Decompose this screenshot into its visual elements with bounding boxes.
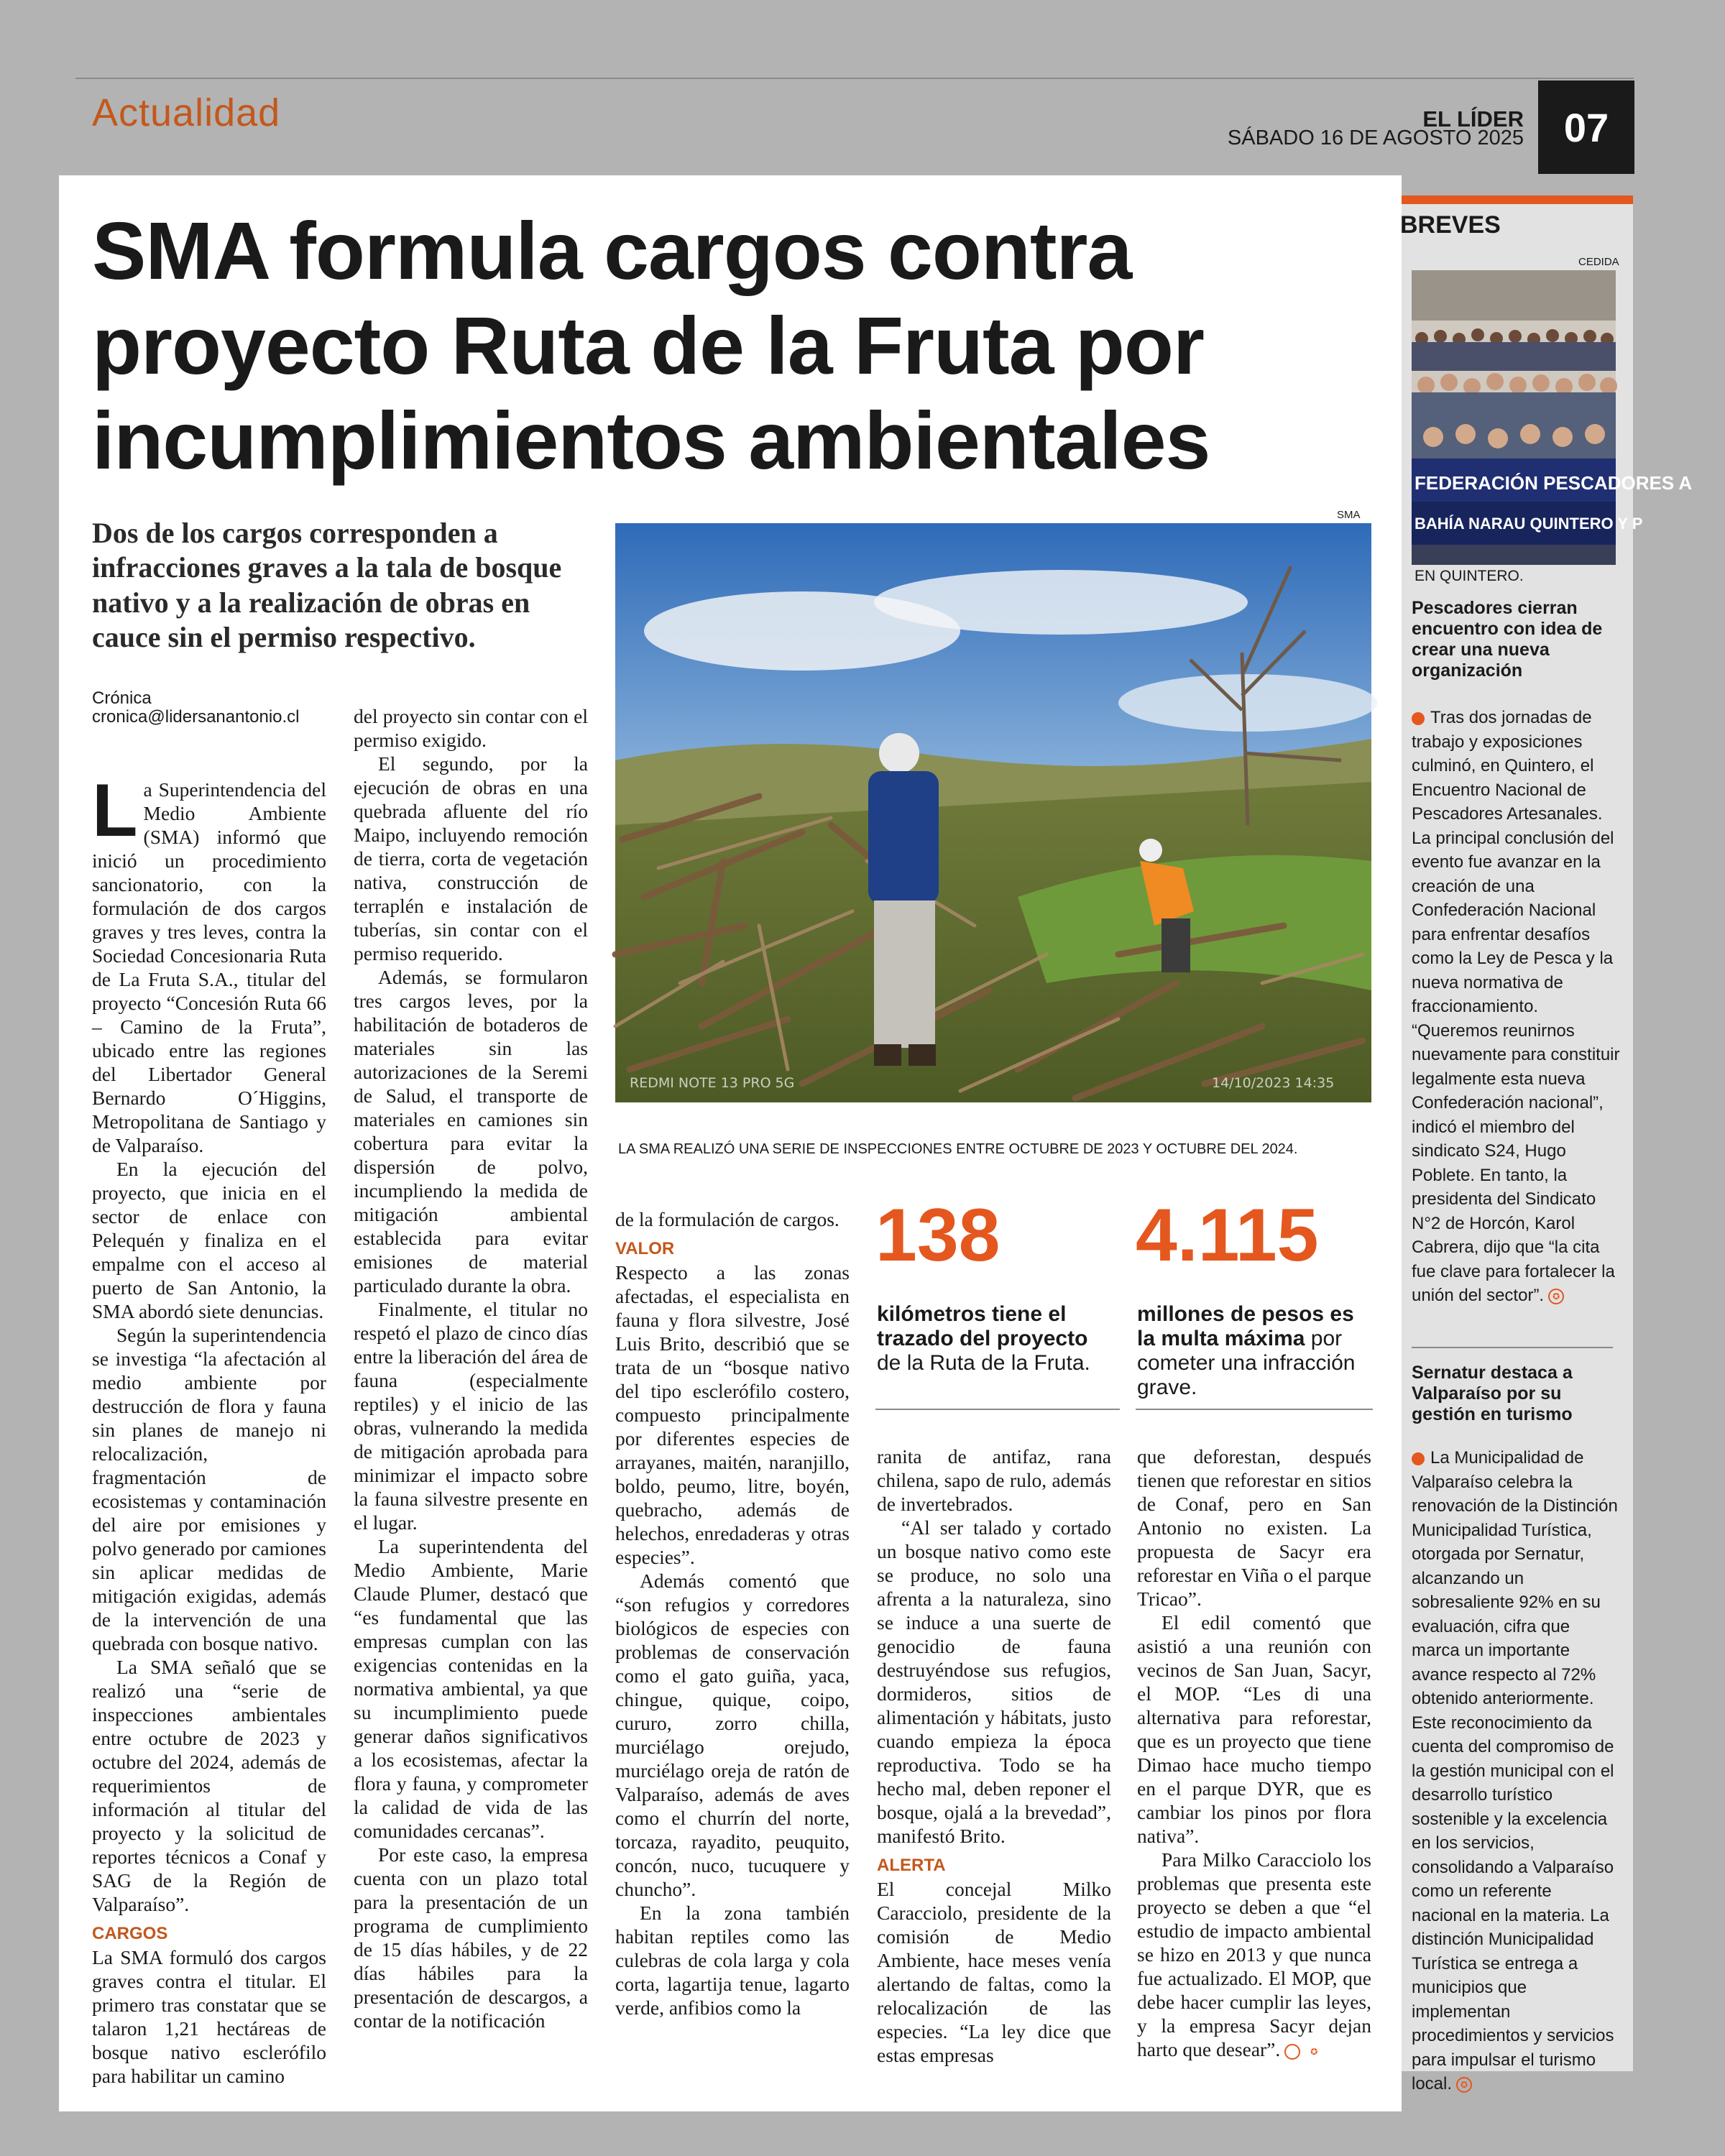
end-mark-icon: ✪ — [1456, 2077, 1472, 2093]
brief-body: Tras dos jornadas de trabajo y exposiciones culminó, en Quintero, el Encuentro Nacional de Pescadores Artesanales. La principal conclusión del evento fue avanzar en la creación de una Confederación Nacional para enfrentar desafíos como la Ley de Pesca y la nueva normativa de fraccionamiento. “Queremos reunirnos nuevamente para constituir legalmente esta nueva Confederación nacional”, indicó el miembro del sindicato S24, Hugo Poblete. En tanto, la presidenta del Sindicato N°2 de Horcón, Karol Cabrera, dijo que “la cita fue clave para fortalecer la unión del sector”. ✪ — [1412, 708, 1620, 1305]
end-mark-icon: ✪ — [1284, 2044, 1300, 2060]
paragraph: El segundo, por la ejecución de obras en una quebrada afluente del río Maipo, incluyendo remoción de tierra, corta de vegetación nativa, construcción de terraplén e instalación de tuberías, sin contar con el permiso requerido. — [354, 752, 588, 964]
brief-title: Sernatur destaca a Valparaíso por su gestión en turismo — [1412, 1363, 1573, 1424]
bullet-dot-icon — [1412, 712, 1425, 725]
article-column-1 — [92, 769, 326, 2088]
drop-cap: L — [92, 769, 138, 852]
paragraph: Respecto a las zonas afectadas, el especialista en fauna y flora silvestre, José Luis Brito, describió que se trata de un “bosque nativo del tipo esclerófilo costero, compuesto principalmente por diferentes especies de arrayanes, maitén, naranjillo, boldo, peumo, litre, boyén, quebracho, además de helechos, enredaderas y otras especies”. — [615, 1261, 850, 1568]
banner-text: BAHÍA NARAU QUINTERO Y P — [1414, 515, 1643, 533]
paragraph: ranita de antifaz, rana chilena, sapo de rulo, además de invertebrados. — [877, 1445, 1111, 1515]
deck — [92, 516, 595, 655]
divider — [1136, 1409, 1373, 1410]
subheading: ALERTA — [877, 1856, 946, 1875]
paragraph: La Superintendencia del Medio Ambiente (SMA) informó que inició un procedimiento sancionatorio, con la formulación de dos cargos graves y tres leves, contra la Sociedad Concesionaria Ruta de La Fruta S.A., titular del proyecto “Concesión Ruta 66 – Camino de la Fruta”, ubicado entre las regiones del Libertador General Bernardo O´Higgins, Metropolitana de Santiago y de Valparaíso. — [92, 769, 326, 1156]
paragraph: Según la superintendencia se investiga “la afectación al medio ambiente por destrucción de flora y fauna sin planes de manejo ni relocalización, fragmentación de ecosistemas y contaminación del aire por emisiones y polvo generado por camiones sin aplicar medidas de mitigación exigidas, además de la intervención de una quebrada con bosque nativo. — [92, 1324, 326, 1654]
paragraph: El concejal Milko Caracciolo, presidente de la comisión de Medio Ambiente, hace meses venía alertando de faltas, como la relocalización de las especies. “La ley dice que estas empresas — [877, 1878, 1111, 2066]
paragraph: El edil comentó que asistió a una reunión con vecinos de San Juan, Sacyr, el MOP. “Les di una alternativa para reforestar, que es un proyecto que tiene Dimao hace mucho tiempo en el parque DYR, que es cambiar los pinos por flora nativa”. — [1137, 1611, 1371, 1847]
photo-timestamp: 14/10/2023 14:35 — [1212, 1075, 1335, 1091]
subheading: CARGOS — [92, 1924, 168, 1943]
deck-line: nativo y a la realización de obras en — [92, 586, 530, 619]
paragraph: Además, se formularon tres cargos leves, por la habilitación de botaderos de materiales sin las autorizaciones de la Seremi de Salud, el transporte de materiales en camiones sin cobertura para evitar la dispersión de polvo, incumpliendo la medida de mitigación ambiental establecida para evitar emisiones de material particulado durante la obra. — [354, 966, 588, 1296]
fact-number: 4.115 — [1136, 1194, 1319, 1277]
sidebar-photo — [1412, 270, 1693, 565]
paragraph: En la zona también habitan reptiles como las culebras de cola larga y cola corta, lagartija tenue, lagarto verde, anfibios como la — [615, 1902, 850, 2019]
banner-text: FEDERACIÓN PESCADORES A — [1414, 472, 1693, 494]
paragraph: que deforestan, después tienen que reforestar en sitios de Conaf, pero en San Antonio no existen. La propuesta de Sacyr era reforestar en Viña o el parque Tricao”. — [1137, 1445, 1371, 1610]
section-label: Actualidad — [92, 91, 281, 134]
sidebar-photo-credit: CEDIDA — [1578, 256, 1619, 268]
article-column-4 — [877, 1445, 1111, 2067]
paragraph: Además comentó que “son refugios y corredores biológicos de especies con problemas de conservación como el gato guiña, yaca, chingue, quique, coipo, cururo, zorro chilla, murciélago orejudo, murciélago oreja de ratón de Valparaíso, además de aves como el churrín del norte, torcaza, rayadito, peuquito, concón, nuco, tucuquere y chuncho”. — [615, 1570, 850, 1900]
paragraph: del proyecto sin contar con el permiso exigido. — [354, 705, 588, 751]
issue-date: SÁBADO 16 DE AGOSTO 2025 — [1227, 126, 1524, 149]
byline-email[interactable]: cronica@lidersanantonio.cl — [92, 707, 300, 727]
headline — [92, 203, 1400, 489]
brief-body: La Municipalidad de Valparaíso celebra la renovación de la Distinción Municipalidad Turística, otorgada por Sernatur, alcanzando un sobresaliente 92% en su evaluación, cifra que marca un importante avance respecto al 72% obtenido anteriormente. Este reconocimiento da cuenta del compromiso de la gestión municipal con el desarrollo turístico sostenible y la excelencia en los servicios, consolidando a Valparaíso como un referente nacional en la materia. La distinción Municipalidad Turística se entrega a municipios que implementan procedimientos y servicios para impulsar el turismo local. ✪ — [1412, 1448, 1618, 2093]
paragraph: Para Milko Caracciolo los problemas que presenta este proyecto se deben a que “el estudio de impacto ambiental se hizo en 2013 y que nunca fue actualizado. El MOP, que debe hacer cumplir las leyes, y la empresa Sacyr dejan harto que desear”. ✪ — [1137, 1848, 1371, 2060]
newspaper-name: EL LÍDER — [1422, 106, 1524, 132]
paragraph: La SMA señaló que se realizó una “serie de inspecciones ambientales entre octubre de 2023 y octubre del 2024, además de requerimientos de información al titular del proyecto y la solicitud de reportes técnicos a Conaf y SAG de la Región de Valparaíso”. — [92, 1656, 326, 1915]
paragraph: de la formulación de cargos. — [615, 1208, 840, 1230]
article-column-5 — [1137, 1445, 1371, 2061]
article-photo — [615, 523, 1371, 1102]
deck-line: cauce sin el permiso respectivo. — [92, 621, 476, 654]
sidebar-accent-bar — [1402, 195, 1633, 204]
bullet-dot-icon — [1412, 1452, 1425, 1465]
paragraph: La superintendenta del Medio Ambiente, Marie Claude Plumer, destacó que “es fundamental que las empresas cumplan con las exigencias contenidas en la normativa ambiental, ya que su incumplimiento puede generar daños significativos a los ecosistemas, afectar la flora y fauna, y comprometer la calidad de vida de las comunidades cercanas”. — [354, 1535, 588, 1842]
paragraph: En la ejecución del proyecto, que inicia en el sector de enlace con Pelequén y finaliza en el empalme con el acceso al puerto de San Antonio, la SMA abordó siete denuncias. — [92, 1158, 326, 1322]
page-number: 07 — [1538, 80, 1634, 174]
end-mark-icon: ✪ — [1548, 1289, 1564, 1304]
sidebar-title: BREVES — [1400, 211, 1501, 239]
article-column-3 — [615, 1207, 850, 2019]
deck-line: infracciones graves a la tala de bosque — [92, 551, 562, 584]
header-rule — [75, 78, 1634, 79]
fact-text: kilómetros tiene el trazado del proyecto de la Ruta de la Fruta. — [877, 1302, 1090, 1375]
fact-number: 138 — [875, 1194, 1000, 1277]
photo-caption: LA SMA REALIZÓ UNA SERIE DE INSPECCIONES ENTRE OCTUBRE DE 2023 Y OCTUBRE DEL 2024. — [618, 1141, 1298, 1157]
article-column-2 — [354, 704, 588, 2032]
paragraph: Finalmente, el titular no respetó el plazo de cinco días entre la liberación del área de fauna (especialmente reptiles) y el inicio de las obras, vulnerando la medida de mitigación aprobada para minimizar el impacto sobre la fauna silvestre presente en el lugar. — [354, 1298, 588, 1534]
sidebar-photo-caption: EN QUINTERO. — [1414, 568, 1524, 584]
photo-credit: SMA — [1337, 509, 1361, 521]
photo-watermark: REDMI NOTE 13 PRO 5G — [630, 1075, 795, 1091]
brief-title: Pescadores cierran encuentro con idea de crear una nueva organización — [1412, 598, 1603, 681]
headline-line: incumplimientos ambientales — [92, 395, 1210, 487]
paragraph: La SMA formuló dos cargos graves contra el titular. El primero tras constatar que se talaron 1,21 hectáreas de bosque nativo esclerófilo para habilitar un camino — [92, 1946, 326, 2087]
subheading: VALOR — [615, 1239, 675, 1258]
deck-line: Dos de los cargos corresponden a — [92, 517, 498, 549]
sidebar-divider — [1412, 1347, 1613, 1348]
fact-text: millones de pesos es la multa máxima por cometer una infracción grave. — [1137, 1302, 1356, 1399]
byline-author: Crónica — [92, 688, 152, 708]
paragraph: “Al ser talado y cortado un bosque nativo como este se produce, no solo una afrenta a la naturaleza, sino se induce a una suerte de genocidio de fauna destruyéndose sus refugios, dormideros, sitios de alimentación y hábitats, justo cuando empieza la época reproductiva. Todo se ha hecho mal, deben reponer el bosque, ojalá a la brevedad”, manifestó Brito. — [877, 1516, 1111, 1847]
headline-line: proyecto Ruta de la Fruta por — [92, 300, 1204, 392]
paragraph: Por este caso, la empresa cuenta con un plazo total para la presentación de un programa de cumplimiento de 15 días hábiles, y de 22 días hábiles para la presentación de descargos, a contar de la notificación — [354, 1843, 588, 2032]
headline-line: SMA formula cargos contra — [92, 206, 1132, 296]
divider — [875, 1409, 1120, 1410]
